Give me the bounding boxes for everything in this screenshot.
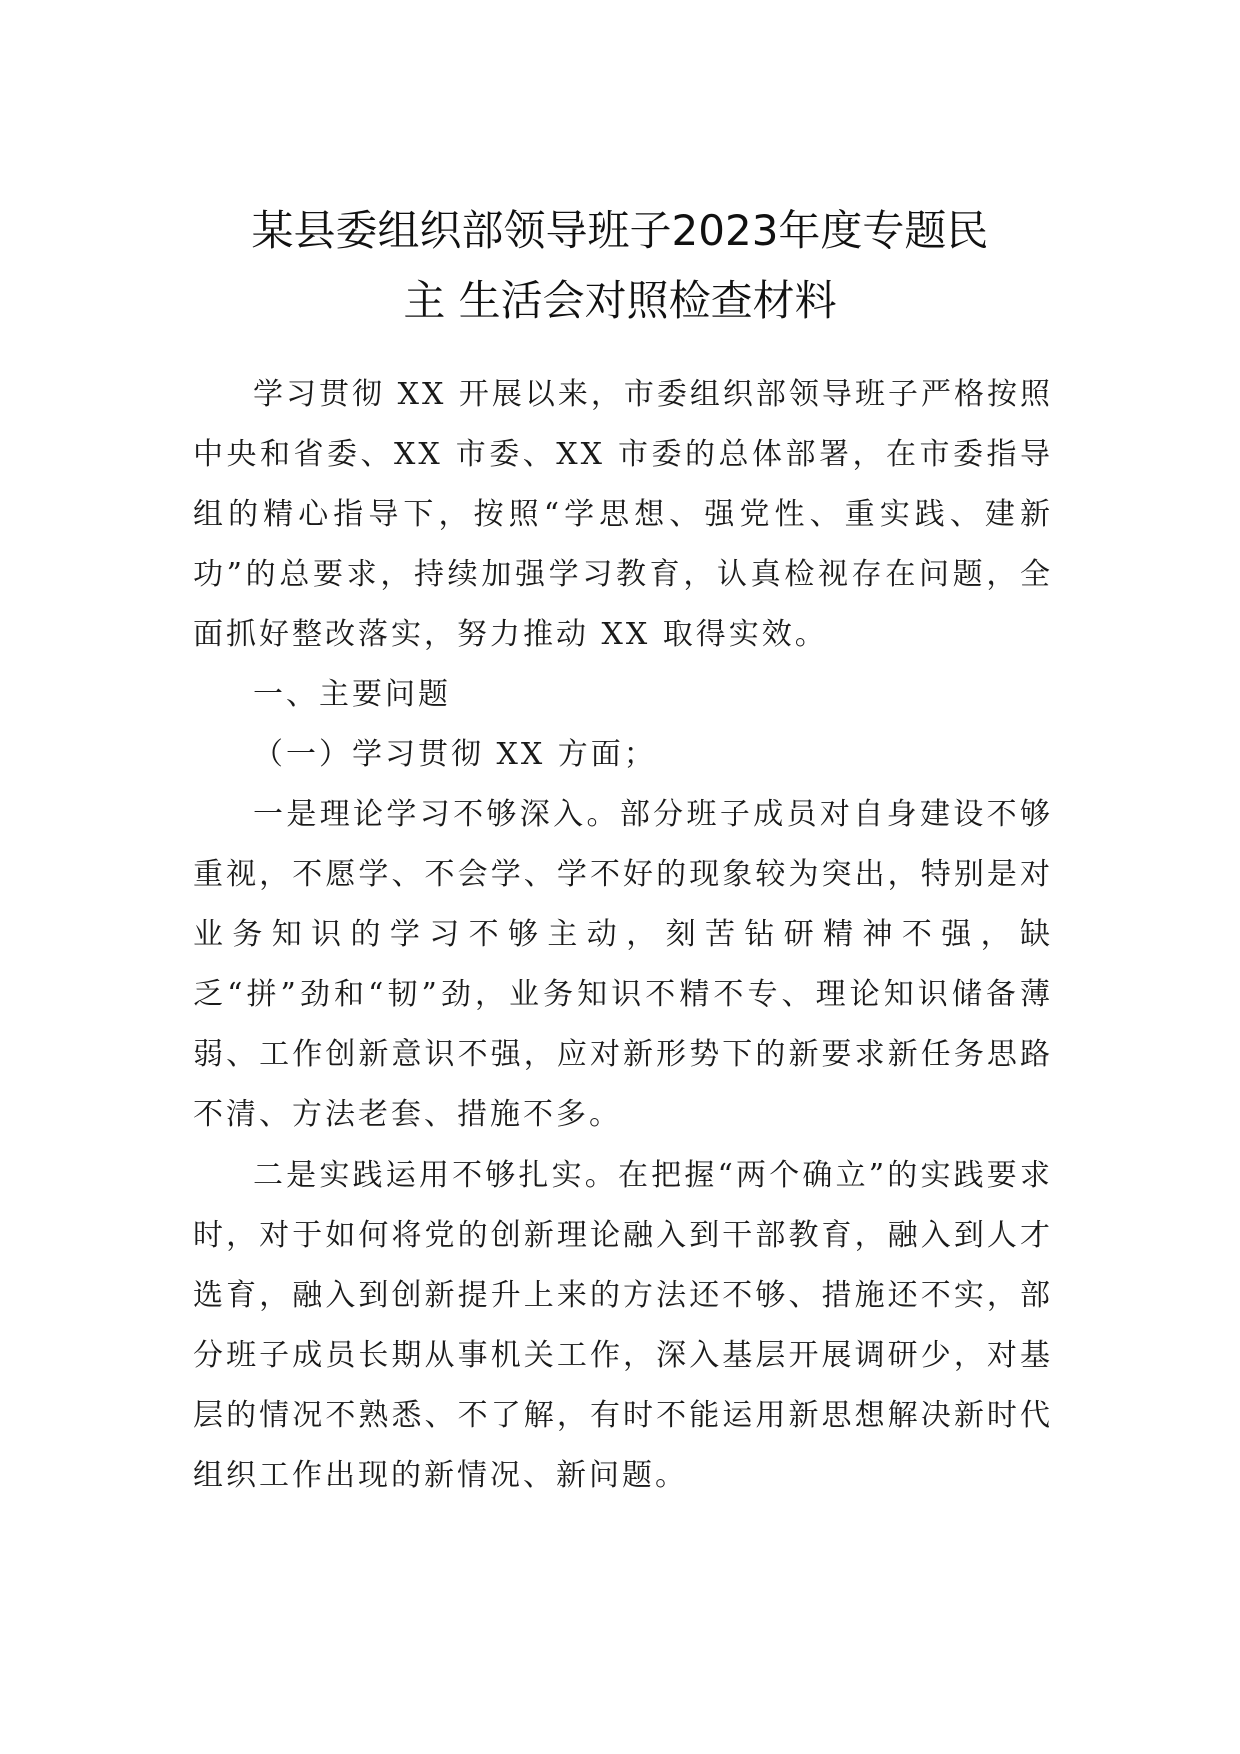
- title-line-2: 主 生活会对照检查材料: [403, 276, 837, 325]
- subsection-heading-study: （一）学习贯彻 XX 方面；: [253, 737, 657, 772]
- issue-paragraph-2: 二是实践运用不够扎实。在把握“两个确立”的实践要求时，对于如何将党的创新理论融入到干部教育，融入到人才选育，融入到创新提升上来的方法还不够、措施还不实，部分班子成员长期从事机关工作，深入基层开展调研少，对基层的情况不熟悉、不了解，有时不能运用新思想解决新时代组织工作出现的新情况、新问题。: [193, 1158, 1053, 1493]
- document-title: [150, 196, 1090, 336]
- document-body: [193, 365, 1053, 1506]
- title-line-1: 某县委组织部领导班子2023年度专题民: [251, 206, 989, 255]
- section-heading-main-issues: 一、主要问题: [253, 677, 451, 712]
- issue-paragraph-1: 一是理论学习不够深入。部分班子成员对自身建设不够重视，不愿学、不会学、学不好的现象较为突出，特别是对业务知识的学习不够主动，刻苦钻研精神不强，缺乏“拼”劲和“韧”劲，业务知识不精不专、理论知识储备薄弱、工作创新意识不强，应对新形势下的新要求新任务思路不清、方法老套、措施不多。: [193, 797, 1053, 1132]
- intro-paragraph: 学习贯彻 XX 开展以来，市委组织部领导班子严格按照中央和省委、XX 市委、XX 市委的总体部署，在市委指导组的精心指导下，按照“学思想、强党性、重实践、建新功”的总要求，持续加强学习教育，认真检视存在问题，全面抓好整改落实，努力推动 XX 取得实效。: [193, 377, 1053, 652]
